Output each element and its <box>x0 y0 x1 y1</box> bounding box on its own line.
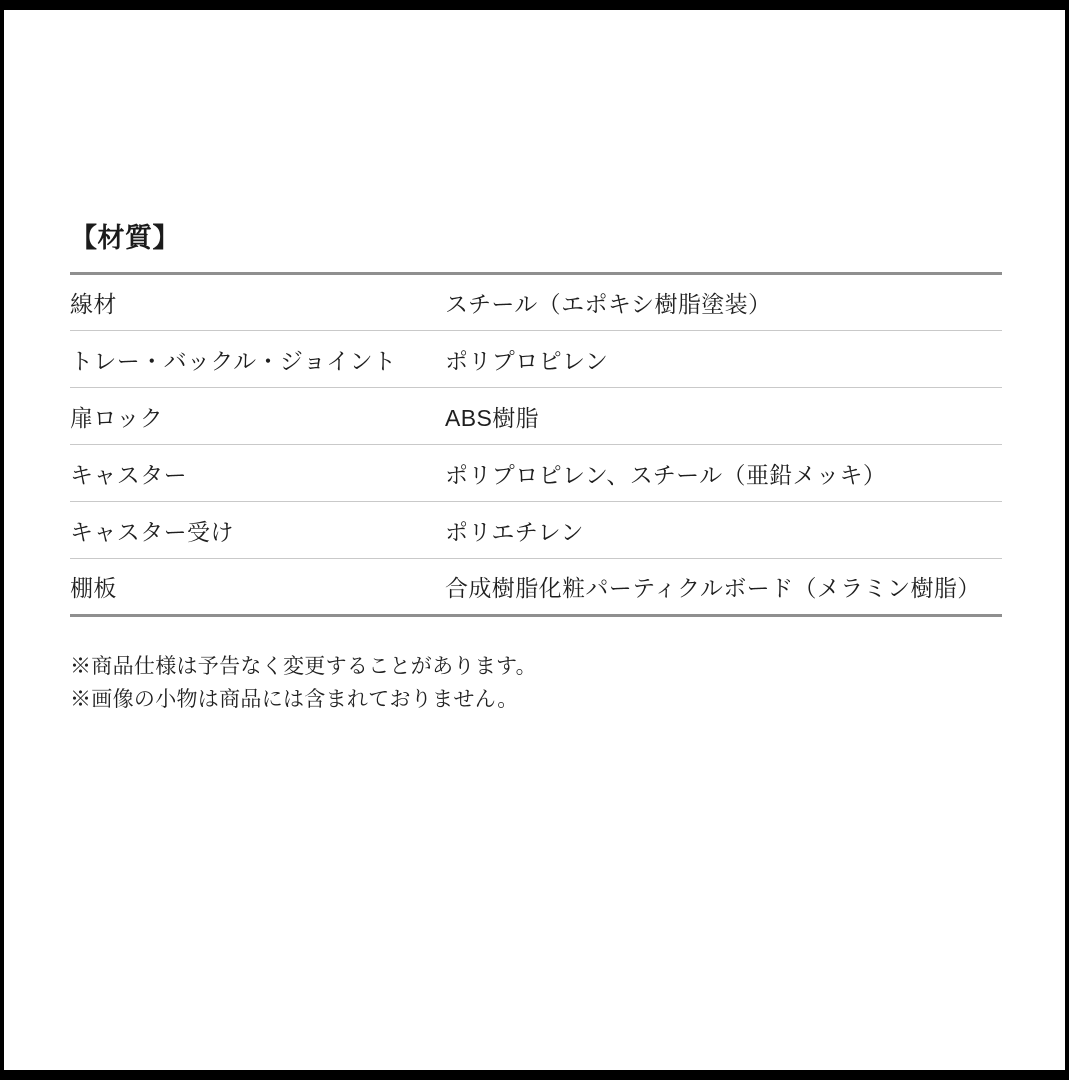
document-sheet <box>4 10 1065 1070</box>
spec-label: 線材 <box>70 274 445 331</box>
spec-value: ABS樹脂 <box>445 388 1002 445</box>
spec-value: 合成樹脂化粧パーティクルボード（メラミン樹脂） <box>445 559 1002 616</box>
table-row <box>70 388 1002 445</box>
spec-value: ポリプロピレン、スチール（亜鉛メッキ） <box>445 445 1002 502</box>
table-row <box>70 331 1002 388</box>
table-row <box>70 502 1002 559</box>
material-spec-table <box>70 272 1002 617</box>
table-row <box>70 274 1002 331</box>
spec-label: 棚板 <box>70 559 445 616</box>
footnote-1: ※商品仕様は予告なく変更することがあります。 <box>70 655 537 679</box>
spec-label: トレー・バックル・ジョイント <box>70 331 445 388</box>
footnote-2: ※画像の小物は商品には含まれておりません。 <box>70 687 519 711</box>
spec-value: ポリエチレン <box>445 502 1002 559</box>
spec-label: キャスター受け <box>70 502 445 559</box>
spec-value: ポリプロピレン <box>445 331 1002 388</box>
footnotes <box>70 651 1010 716</box>
spec-label: キャスター <box>70 445 445 502</box>
page-title: 【材質】 <box>70 223 180 253</box>
table-row <box>70 445 1002 502</box>
document-content <box>70 222 1010 716</box>
spec-value: スチール（エポキシ樹脂塗装） <box>445 274 1002 331</box>
table-row <box>70 559 1002 616</box>
spec-label: 扉ロック <box>70 388 445 445</box>
